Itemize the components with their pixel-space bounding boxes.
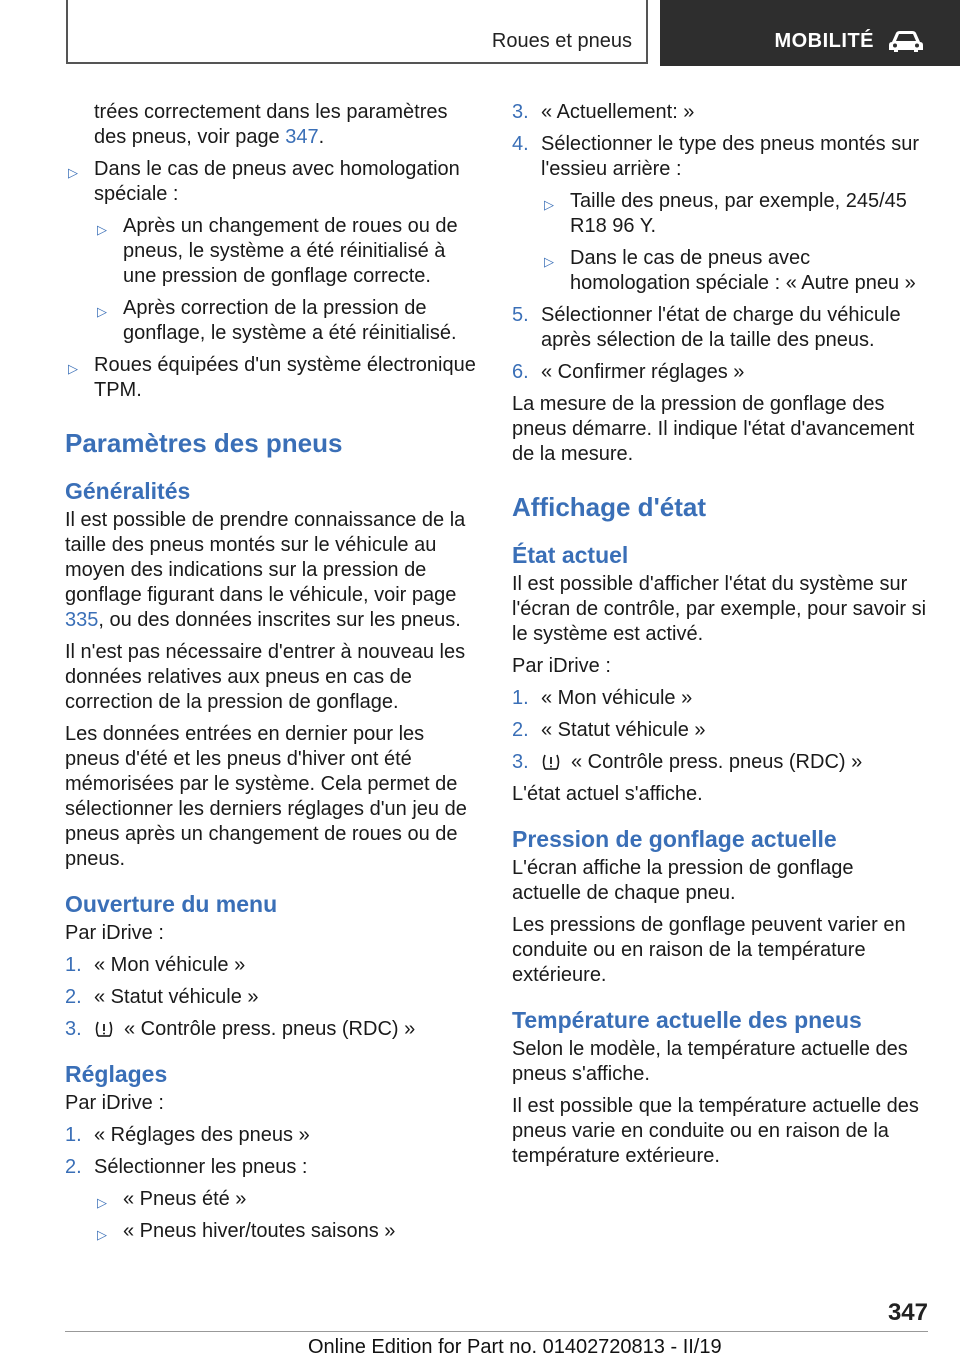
heading-pression-actuelle: Pression de gonflage actuelle — [512, 826, 837, 852]
heading-generalites: Généralités — [65, 478, 191, 504]
paragraph: L'état actuel s'affiche. — [512, 783, 703, 805]
sub-bullet-item: ▷ Dans le cas de pneus avec homologation spéciale : « Autre pneu » — [544, 247, 916, 294]
numbered-step: 5. Sélectionner l'état de charge du véhicule après sélection de la taille des pneus. — [512, 304, 901, 351]
tire-pressure-warning-icon — [94, 1019, 114, 1039]
car-icon — [886, 28, 926, 54]
paragraph: Les pressions de gonflage peuvent varier en conduite ou en raison de la température extérieure. — [512, 914, 906, 986]
paragraph: Il est possible d'afficher l'état du système sur l'écran de contrôle, par exemple, pour savoir si le système est activé. — [512, 573, 927, 645]
numbered-step: 1. « Réglages des pneus » — [65, 1124, 310, 1146]
heading-parametres: Paramètres des pneus — [65, 428, 343, 458]
sub-bullet-item: ▷ « Pneus été » — [94, 1187, 480, 1212]
paragraph: Il est possible que la température actuelle des pneus varie en conduite ou en raison de la température extérieure. — [512, 1095, 919, 1167]
bullet-item: ▷ Roues équipées d'un système électronique TPM. — [68, 354, 476, 401]
section-tab — [66, 0, 648, 64]
paragraph: trées correctement dans les paramètres des pneus, voir page 347. — [94, 101, 448, 148]
numbered-step: 2. Sélectionner les pneus : — [65, 1156, 308, 1178]
left-column — [65, 100, 480, 1251]
numbered-step: 3. « Contrôle press. pneus (RDC) » — [65, 1018, 416, 1040]
triangle-bullet-icon: ▷ — [97, 304, 107, 319]
triangle-bullet-icon: ▷ — [97, 1195, 107, 1210]
paragraph: La mesure de la pression de gonflage des pneus démarre. Il indique l'état d'avancement de la mesure. — [512, 393, 915, 465]
triangle-bullet-icon: ▷ — [68, 165, 78, 180]
heading-temperature-actuelle: Température actuelle des pneus — [512, 1007, 862, 1033]
paragraph: Par iDrive : — [512, 655, 611, 677]
right-column — [512, 100, 927, 1176]
heading-reglages: Réglages — [65, 1061, 168, 1087]
tire-pressure-warning-icon — [541, 752, 561, 772]
page-link-347[interactable]: 347 — [285, 126, 319, 148]
numbered-step: 2. « Statut véhicule » — [65, 986, 259, 1008]
sub-bullet-item: ▷ Après correction de la pression de gonflage, le système a été réinitialisé. — [97, 297, 457, 344]
triangle-bullet-icon: ▷ — [68, 361, 78, 376]
page-header — [0, 0, 960, 66]
sub-bullet-item: ▷ « Pneus hiver/toutes saisons » — [94, 1219, 480, 1244]
paragraph: Les données entrées en dernier pour les pneus d'été et les pneus d'hiver ont été mémorisées par le système. Cela permet de sélectionner les derniers réglages d'un jeu de pneus après un changement de roues ou de pneus. — [65, 723, 467, 870]
section-title: Roues et pneus — [491, 30, 632, 52]
triangle-bullet-icon: ▷ — [544, 197, 554, 212]
sub-bullet-item: ▷ Après un changement de roues ou de pneus, le système a été réinitialisé à une pression de gonflage correcte. — [97, 215, 458, 287]
paragraph: Selon le modèle, la température actuelle des pneus s'affiche. — [512, 1038, 908, 1085]
page-number: 347 — [887, 1299, 928, 1326]
paragraph: L'écran affiche la pression de gonflage actuelle de chaque pneu. — [512, 857, 854, 904]
paragraph: Par iDrive : — [65, 922, 164, 944]
numbered-step: 1. « Mon véhicule » — [512, 687, 693, 709]
numbered-step: 4. Sélectionner le type des pneus montés sur l'essieu arrière : — [512, 133, 919, 180]
numbered-step: 3. « Actuellement: » — [512, 101, 695, 123]
triangle-bullet-icon: ▷ — [544, 254, 554, 269]
heading-ouverture-menu: Ouverture du menu — [65, 891, 278, 917]
paragraph: Par iDrive : — [65, 1092, 164, 1114]
triangle-bullet-icon: ▷ — [97, 222, 107, 237]
chapter-title: MOBILITÉ — [774, 30, 874, 52]
edition-note: Online Edition for Part no. 01402720813 - II/19 — [308, 1336, 722, 1358]
numbered-step: 2. « Statut véhicule » — [512, 719, 706, 741]
bullet-item: ▷ Dans le cas de pneus avec homologation spéciale : — [68, 158, 460, 205]
triangle-bullet-icon: ▷ — [97, 1227, 107, 1242]
page-link-335[interactable]: 335 — [65, 609, 99, 631]
heading-affichage-etat: Affichage d'état — [512, 492, 706, 522]
sub-bullet-item: ▷ Taille des pneus, par exemple, 245/45 R18 96 Y. — [544, 190, 907, 237]
numbered-step: 3. « Contrôle press. pneus (RDC) » — [512, 751, 863, 773]
numbered-step: 6. « Confirmer réglages » — [512, 361, 745, 383]
numbered-step: 1. « Mon véhicule » — [65, 954, 246, 976]
paragraph: Il n'est pas nécessaire d'entrer à nouveau les données relatives aux pneus en cas de correction de la pression de gonflage. — [65, 641, 466, 713]
footer-divider — [65, 1331, 928, 1332]
paragraph: Il est possible de prendre connaissance de la taille des pneus montés sur le véhicule au moyen des indications sur la pression de gonflage figurant dans le véhicule, voir page 335, ou des données inscrites sur les pneus. — [65, 509, 466, 631]
chapter-tab — [660, 0, 960, 66]
heading-etat-actuel: État actuel — [512, 542, 629, 568]
